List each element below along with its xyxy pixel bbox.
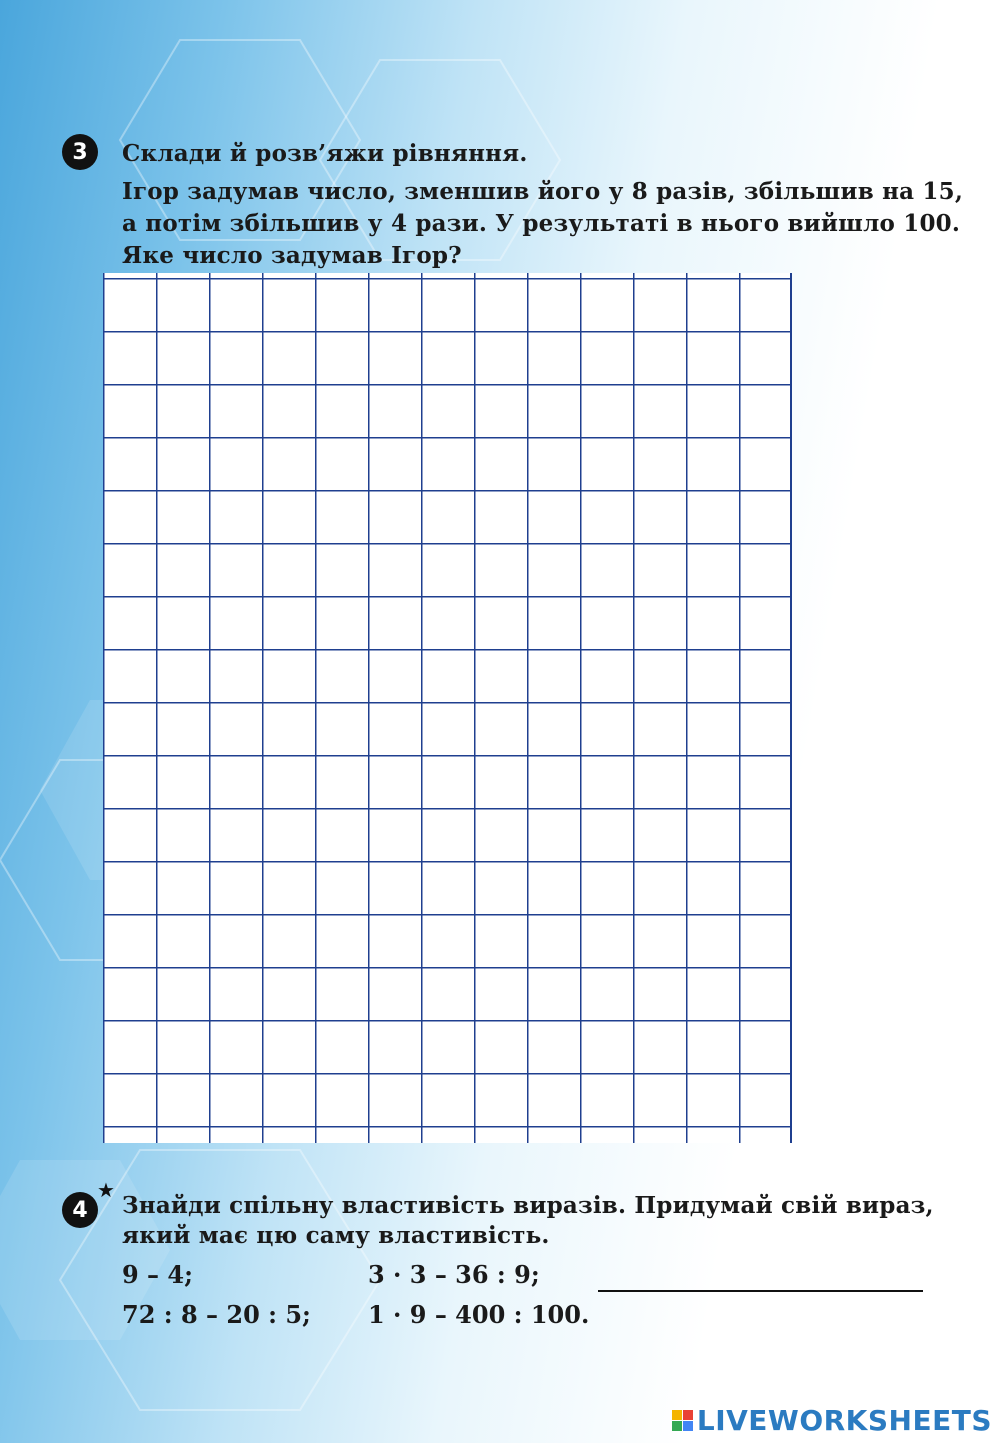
logo-cell	[683, 1421, 693, 1431]
own-expression-answer-field[interactable]	[598, 1258, 923, 1288]
logo-cell	[683, 1410, 693, 1420]
expression-3: 72 : 8 – 20 : 5;	[122, 1300, 311, 1329]
expression-1: 9 – 4;	[122, 1260, 193, 1289]
answer-grid-right-edge	[790, 273, 792, 1143]
logo-cell	[672, 1410, 682, 1420]
task-3-heading: Склади й розв’яжи рівняння.	[122, 140, 528, 167]
liveworksheets-logo-icon	[672, 1410, 693, 1431]
expression-4: 1 · 9 – 400 : 100.	[368, 1300, 590, 1329]
task-4-heading-line-1: Знайди спільну властивість виразів. Придумай свій вираз,	[122, 1192, 934, 1219]
expression-2: 3 · 3 – 36 : 9;	[368, 1260, 540, 1289]
task-3-problem-line-3: Яке число задумав Ігор?	[122, 242, 462, 269]
footer-brand	[672, 1404, 992, 1437]
answer-underline	[598, 1290, 923, 1292]
task-3-problem-line-2: а потім збільшив у 4 рази. У результаті в нього вийшло 100.	[122, 210, 961, 237]
task-4-number-badge: 4	[62, 1192, 98, 1228]
task-3-problem-line-1: Ігор задумав число, зменшив його у 8 разів, збільшив на 15,	[122, 178, 964, 205]
star-icon: ★	[97, 1178, 115, 1202]
brand-name: LIVEWORKSHEETS	[696, 1404, 992, 1437]
logo-cell	[672, 1421, 682, 1431]
task-4-heading-line-2: який має цю саму властивість.	[122, 1222, 550, 1249]
answer-grid[interactable]	[103, 273, 792, 1143]
task-3-number-badge: 3	[62, 134, 98, 170]
